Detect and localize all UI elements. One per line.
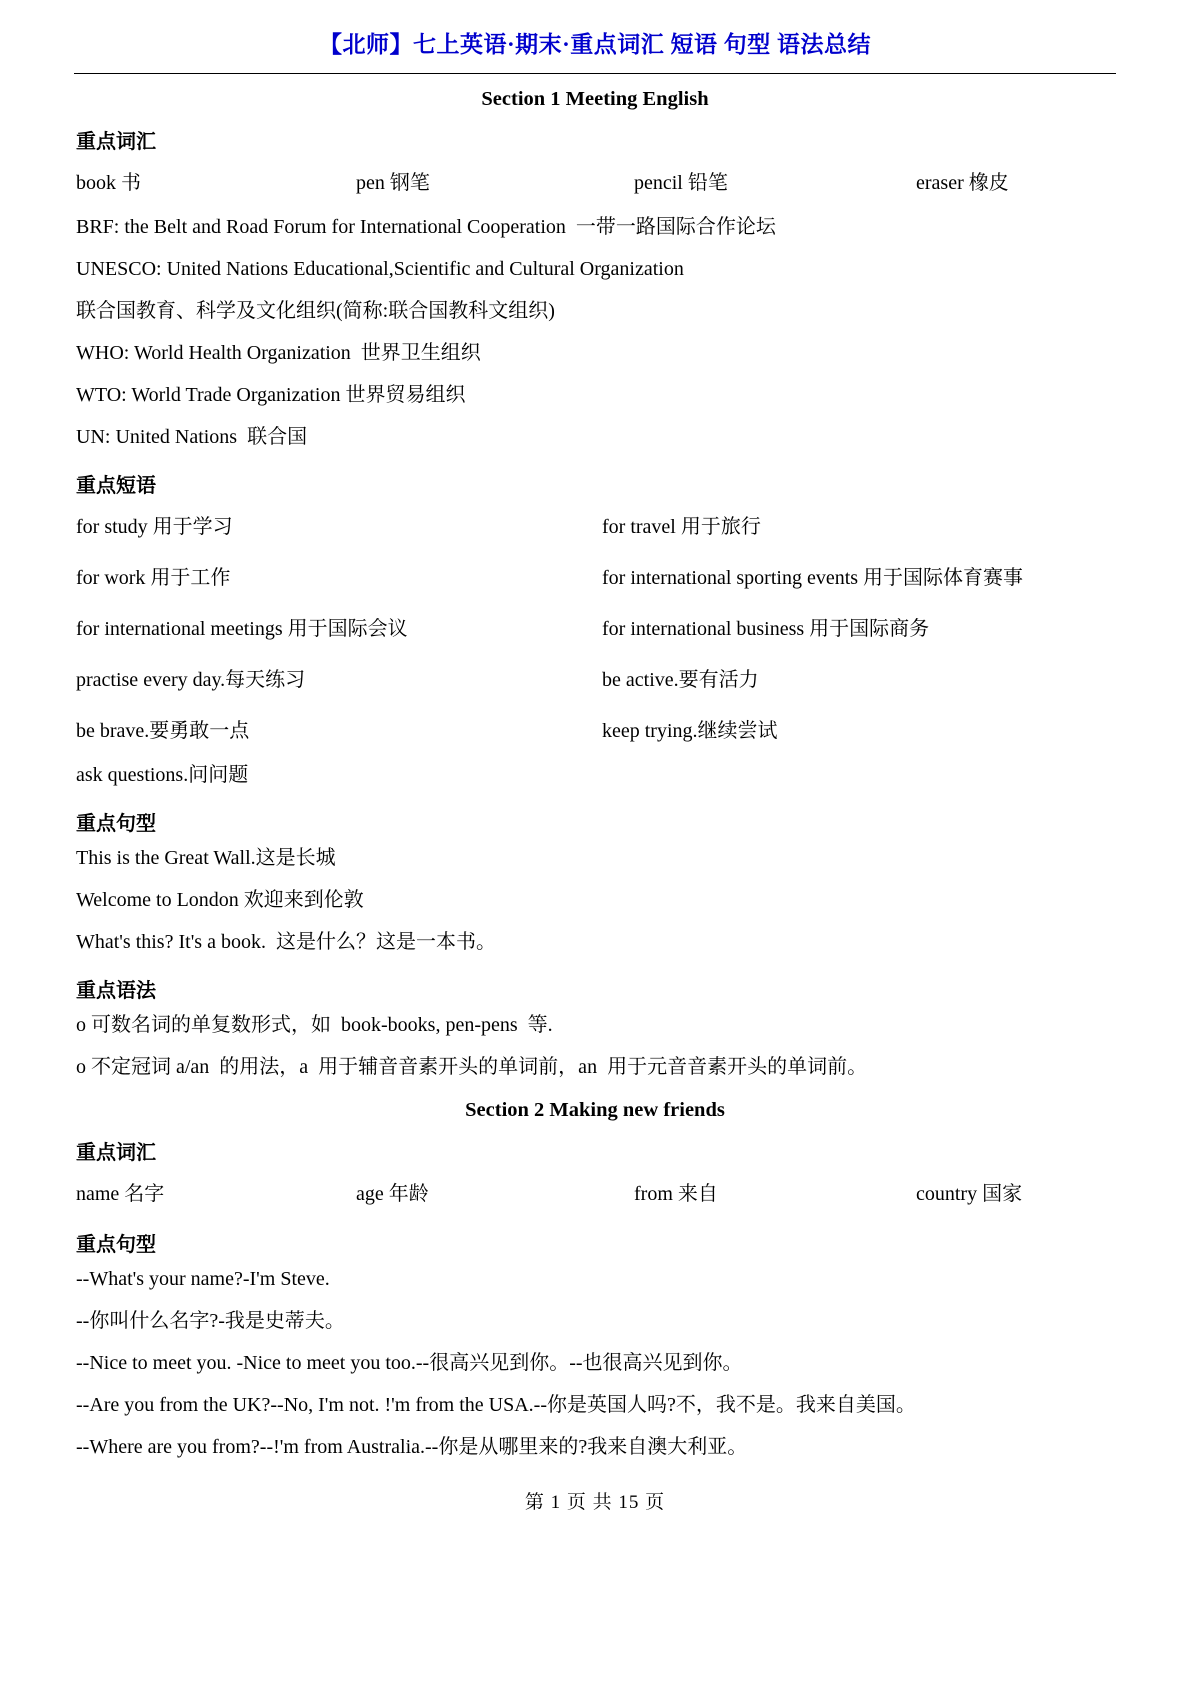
vocab-item: pencil 铅笔 bbox=[634, 172, 728, 194]
phrase-row bbox=[76, 510, 1116, 539]
grammar-item: o 可数名词的单复数形式，如 book-books, pen-pens 等. bbox=[76, 1014, 553, 1036]
grammar-item: o 不定冠词 a/an 的用法，a 用于辅音音素开头的单词前，an 用于元音音素开头的单词前。 bbox=[76, 1056, 868, 1078]
sentence-item: --Nice to meet you. -Nice to meet you too.--很高兴见到你。--也很高兴见到你。 bbox=[76, 1352, 743, 1374]
vocab-item: from 来自 bbox=[634, 1183, 718, 1205]
vocab-label-2: 重点词汇 bbox=[76, 1140, 156, 1164]
vocab-line: UN: United Nations 联合国 bbox=[76, 426, 308, 448]
sentence-item: --Where are you from?--!'m from Australia.--你是从哪里来的?我来自澳大利亚。 bbox=[76, 1436, 748, 1458]
phrase-item: for international meetings 用于国际会议 bbox=[76, 618, 408, 640]
phrase-row bbox=[76, 561, 1116, 590]
vocab-row-1 bbox=[76, 166, 1116, 195]
sentence-item: Welcome to London 欢迎来到伦敦 bbox=[76, 889, 364, 911]
phrase-item: be brave.要勇敢一点 bbox=[76, 720, 250, 742]
sentence-item: --你叫什么名字?-我是史蒂夫。 bbox=[76, 1310, 345, 1332]
grammar-label-1: 重点语法 bbox=[76, 978, 156, 1002]
phrase-item: for international sporting events 用于国际体育赛事 bbox=[602, 567, 1024, 589]
vocab-item: country 国家 bbox=[916, 1183, 1023, 1205]
vocab-line: WTO: World Trade Organization 世界贸易组织 bbox=[76, 384, 466, 406]
phrase-item: for travel 用于旅行 bbox=[602, 516, 761, 538]
vocab-line: BRF: the Belt and Road Forum for International Cooperation 一带一路国际合作论坛 bbox=[76, 216, 776, 238]
sentence-label-2: 重点句型 bbox=[76, 1232, 156, 1256]
title-divider bbox=[74, 73, 1116, 74]
sentence-label-1: 重点句型 bbox=[76, 811, 156, 835]
vocab-item: age 年龄 bbox=[356, 1183, 429, 1205]
sentence-item: This is the Great Wall.这是长城 bbox=[76, 847, 336, 869]
phrase-item: for international business 用于国际商务 bbox=[602, 618, 930, 640]
vocab-item: book 书 bbox=[76, 172, 141, 194]
page-footer: 第 1 页 共 15 页 bbox=[524, 1492, 666, 1513]
vocab-line: 联合国教育、科学及文化组织(简称:联合国教科文组织) bbox=[76, 300, 555, 322]
vocab-line: WHO: World Health Organization 世界卫生组织 bbox=[76, 342, 481, 364]
sentence-item: What's this? It's a book. 这是什么？这是一本书。 bbox=[76, 931, 496, 953]
section-heading-1: Section 1 Meeting English bbox=[481, 88, 709, 110]
vocab-item: name 名字 bbox=[76, 1183, 165, 1205]
section-heading-2: Section 2 Making new friends bbox=[465, 1099, 725, 1121]
phrase-label-1: 重点短语 bbox=[76, 473, 156, 497]
page-title: 【北师】七上英语·期末·重点词汇 短语 句型 语法总结 bbox=[318, 32, 872, 57]
phrase-row bbox=[76, 714, 1116, 743]
vocab-label-1: 重点词汇 bbox=[76, 129, 156, 153]
phrase-item: be active.要有活力 bbox=[602, 669, 759, 691]
vocab-item: eraser 橡皮 bbox=[916, 172, 1009, 194]
sentence-item: --What's your name?-I'm Steve. bbox=[76, 1268, 330, 1290]
vocab-row-2 bbox=[76, 1177, 1116, 1206]
phrase-item: practise every day.每天练习 bbox=[76, 669, 306, 691]
phrase-item: ask questions.问问题 bbox=[76, 764, 249, 786]
phrase-row bbox=[76, 612, 1116, 641]
phrase-item: for study 用于学习 bbox=[76, 516, 233, 538]
phrase-item: keep trying.继续尝试 bbox=[602, 720, 778, 742]
vocab-item: pen 钢笔 bbox=[356, 172, 430, 194]
phrase-row bbox=[76, 663, 1116, 692]
phrase-item: for work 用于工作 bbox=[76, 567, 231, 589]
sentence-item: --Are you from the UK?--No, I'm not. !'m from the USA.--你是英国人吗?不，我不是。我来自美国。 bbox=[76, 1394, 916, 1416]
vocab-line: UNESCO: United Nations Educational,Scientific and Cultural Organization bbox=[76, 258, 684, 280]
